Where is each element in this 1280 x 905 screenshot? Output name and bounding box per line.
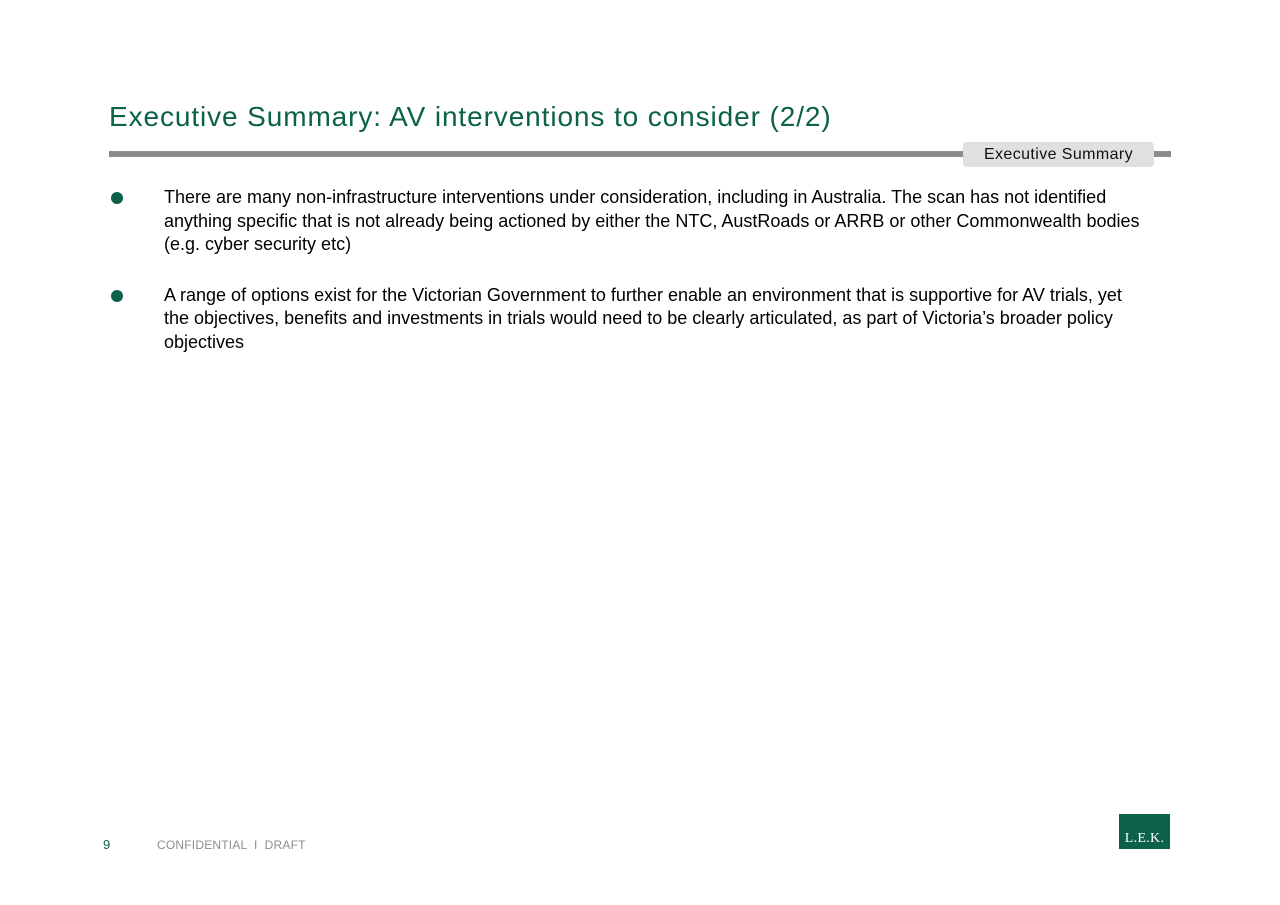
confidentiality-label: CONFIDENTIAL I DRAFT [157,838,306,852]
bullet-item [109,186,1149,257]
bullet-dot-icon [111,192,123,204]
bullet-list [109,186,1149,381]
bullet-dot-icon [111,290,123,302]
bullet-item [109,284,1149,355]
bullet-text: A range of options exist for the Victorian Government to further enable an environment that is supportive for AV trials, yet the objectives, benefits and investments in trials would need to be clearly articulated, as part of Victoria’s broader policy objectives [164,284,1122,352]
lek-logo [1119,814,1170,849]
page-number: 9 [103,837,111,852]
slide-title: Executive Summary: AV interventions to consider (2/2) [109,101,832,132]
section-tag: Executive Summary [963,142,1154,167]
logo-text: L.E.K. [1124,831,1165,846]
bullet-text: There are many non-infrastructure interventions under consideration, including in Australia. The scan has not identified anything specific that is not already being actioned by either the NTC, AustRoads or ARRB or other Commonwealth bodies (e.g. cyber security etc) [164,187,1140,254]
